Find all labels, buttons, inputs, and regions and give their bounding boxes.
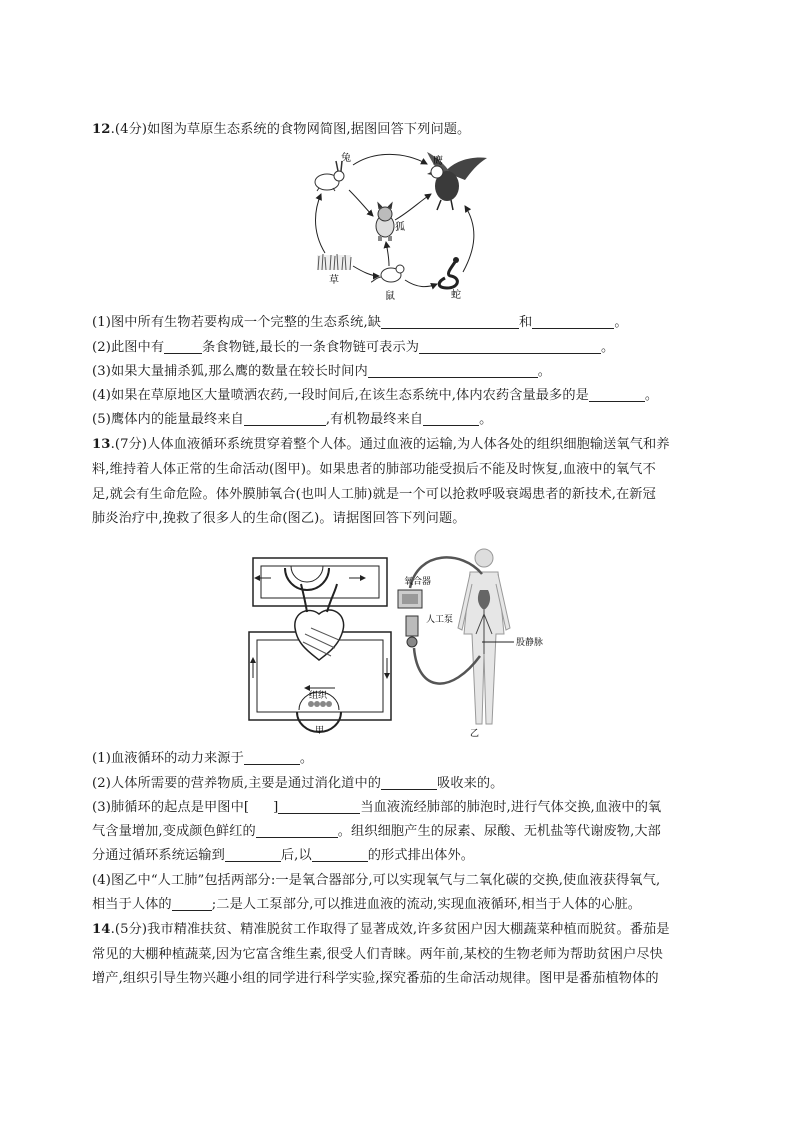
answer-blank[interactable] (419, 339, 601, 354)
circulation-diagram-jia (245, 548, 405, 738)
q12-s2-text-c: 。 (601, 340, 615, 355)
q12-s5-text-c: 。 (479, 412, 493, 427)
answer-blank[interactable] (423, 411, 479, 426)
q12-stem (92, 121, 470, 139)
q12-sub1 (92, 314, 628, 332)
q13-number: 13 (92, 437, 111, 452)
q13-sub4-line1: (4)图乙中“人工肺”包括两部分:一是氧合器部分,可以实现氧气与二氧化碳的交换,使血液获得氧气, (92, 873, 661, 888)
food-web-figure (305, 150, 495, 305)
snake-icon (439, 257, 459, 288)
arrow-fox-eagle (395, 194, 431, 220)
answer-blank[interactable] (278, 799, 360, 814)
q12-s5-text: (5)鹰体内的能量最终来自 (92, 412, 244, 427)
q13-s4-text-b: 相当于人体的 (92, 897, 172, 912)
arrow-rabbit-eagle (353, 154, 427, 165)
label-tissue: 组织 (309, 691, 328, 701)
answer-blank[interactable] (589, 387, 645, 402)
q13-s4-text-c: ;二是人工泵部分,可以推进血液的流动,实现血液循环,相当于人体的心脏。 (211, 897, 642, 912)
label-oxygenator: 氧合器 (404, 577, 432, 587)
q13-s3-text-e: 。组织细胞产生的尿素、尿酸、无机盐等代谢废物,大部 (337, 824, 661, 839)
q14-stem-line3: 增产,组织引导生物兴趣小组的同学进行科学实验,探究番茄的生命活动规律。图甲是番茄植物体的 (92, 971, 659, 986)
q13-s3-text-f: 分通过循环系统运输到 (92, 848, 225, 863)
ecmo-figure-yi (392, 544, 552, 739)
q14-number: 14 (92, 922, 111, 937)
oxygenator-icon (398, 590, 422, 608)
q12-sub3 (92, 363, 551, 381)
answer-blank[interactable] (381, 775, 437, 790)
q12-s1-text-c: 。 (614, 315, 628, 330)
label-femoral-vein: 股静脉 (516, 638, 544, 648)
arrow-rabbit-fox (349, 190, 373, 216)
q13-stem-line2: 料,维持着人体正常的生命活动(图甲)。如果患者的肺部功能受损后不能及时恢复,血液中的氧气不 (92, 462, 656, 477)
q12-s5-text-b: ,有机物最终来自 (325, 412, 424, 427)
arrow-mouse-snake (405, 280, 437, 287)
q13-sub4-line2 (92, 896, 641, 914)
q14-stem-line2: 常见的大棚种植蔬菜,因为它富含维生素,很受人们青睐。两年前,某校的生物老师为帮助贫困户尽快 (92, 947, 663, 962)
q12-number: 12 (92, 122, 111, 137)
q12-s4-text-c: 。 (644, 388, 659, 403)
answer-blank[interactable] (312, 847, 368, 862)
label-rabbit: 兔 (341, 153, 351, 164)
q12-sub5 (92, 411, 492, 429)
q13-sub3-line1 (92, 799, 661, 817)
label-pump: 人工泵 (426, 615, 454, 625)
answer-blank[interactable] (244, 411, 326, 426)
q13-s3-text-h: 的形式排出体外。 (367, 848, 475, 863)
q13-s1-text: (1)血液循环的动力来源于 (92, 751, 244, 766)
q12-stem-text: .(4分)如图为草原生态系统的食物网简图,据图回答下列问题。 (110, 122, 471, 137)
q14-stem-line1 (92, 921, 670, 939)
q14-stem-text: .(5分)我市精准扶贫、精准脱贫工作取得了显著成效,许多贫困户因大棚蔬菜种植而脱贫。番茄是 (110, 922, 670, 937)
label-jia: 甲 (315, 726, 325, 736)
q12-s3-text-c: 。 (537, 364, 552, 379)
rabbit-icon (315, 161, 344, 191)
q13-stem-text: .(7分)人体血液循环系统贯穿着整个人体。通过血液的运输,为人体各处的组织细胞输送氧气和养 (110, 437, 670, 452)
q13-s3-text-b: ] (273, 800, 279, 815)
q13-s1-text-c: 。 (299, 751, 314, 766)
q12-sub2 (92, 339, 614, 357)
answer-blank[interactable] (368, 363, 538, 378)
q12-s2-text: (2)此图中有 (92, 340, 165, 355)
arrow-snake-eagle (463, 206, 474, 272)
label-fox: 狐 (395, 222, 405, 233)
q13-sub1 (92, 750, 313, 768)
q13-s2-text-b: 吸收来的。 (437, 776, 504, 791)
answer-blank[interactable] (532, 314, 614, 329)
q13-sub3-line2 (92, 823, 661, 841)
q12-s1-text-b: 和 (519, 315, 533, 330)
q12-s1-text: (1)图中所有生物若要构成一个完整的生态系统,缺 (92, 315, 382, 330)
label-eagle: 鹰 (433, 156, 443, 167)
q12-sub4 (92, 387, 658, 405)
human-body-icon (458, 549, 510, 724)
heart-icon (295, 584, 344, 660)
q13-sub2 (92, 775, 503, 793)
label-yi: 乙 (470, 729, 480, 739)
answer-blank[interactable] (225, 847, 281, 862)
q13-s2-text: (2)人体所需要的营养物质,主要是通过消化道中的 (92, 776, 382, 791)
q13-s3-text-c: 当血液流经肺部的肺泡时,进行气体交换,血液中的氧 (360, 800, 662, 815)
pump-icon (406, 616, 418, 647)
answer-blank[interactable] (164, 339, 202, 354)
label-snake: 蛇 (451, 290, 461, 301)
q13-stem-line4: 肺炎治疗中,挽救了很多人的生命(图乙)。请据图回答下列问题。 (92, 511, 466, 526)
q12-s2-text-b: 条食物链,最长的一条食物链可表示为 (202, 340, 420, 355)
q13-sub3-line3 (92, 847, 474, 865)
mouse-icon (371, 265, 404, 282)
grass-icon (317, 254, 351, 270)
answer-blank[interactable] (172, 896, 212, 911)
fox-icon (376, 203, 394, 241)
q13-stem-line1 (92, 436, 670, 454)
arrow-grass-rabbit (316, 194, 326, 253)
q13-s3-text-d: 气含量增加,变成颜色鲜红的 (92, 824, 256, 839)
q12-s4-text: (4)如果在草原地区大量喷洒农药,一段时间后,在该生态系统中,体内农药含量最多的是 (92, 388, 589, 403)
label-grass: 草 (329, 275, 339, 286)
q13-s3-text: (3)肺循环的起点是甲图中[ (92, 800, 250, 815)
answer-blank[interactable] (381, 314, 519, 329)
answer-blank[interactable] (244, 750, 300, 765)
label-mouse: 鼠 (385, 291, 395, 302)
q13-stem-line3: 足,就会有生命危险。体外膜肺氧合(也叫人工肺)就是一个可以抢救呼吸衰竭患者的新技术,在新冠 (92, 487, 656, 502)
q12-s3-text: (3)如果大量捕杀狐,那么鹰的数量在较长时间内 (92, 364, 368, 379)
tissue-cells-icon (308, 701, 332, 707)
arrow-mouse-fox (386, 242, 389, 266)
q13-s3-text-g: 后,以 (280, 848, 312, 863)
arrow-grass-mouse (353, 266, 379, 276)
answer-blank[interactable] (256, 823, 338, 838)
